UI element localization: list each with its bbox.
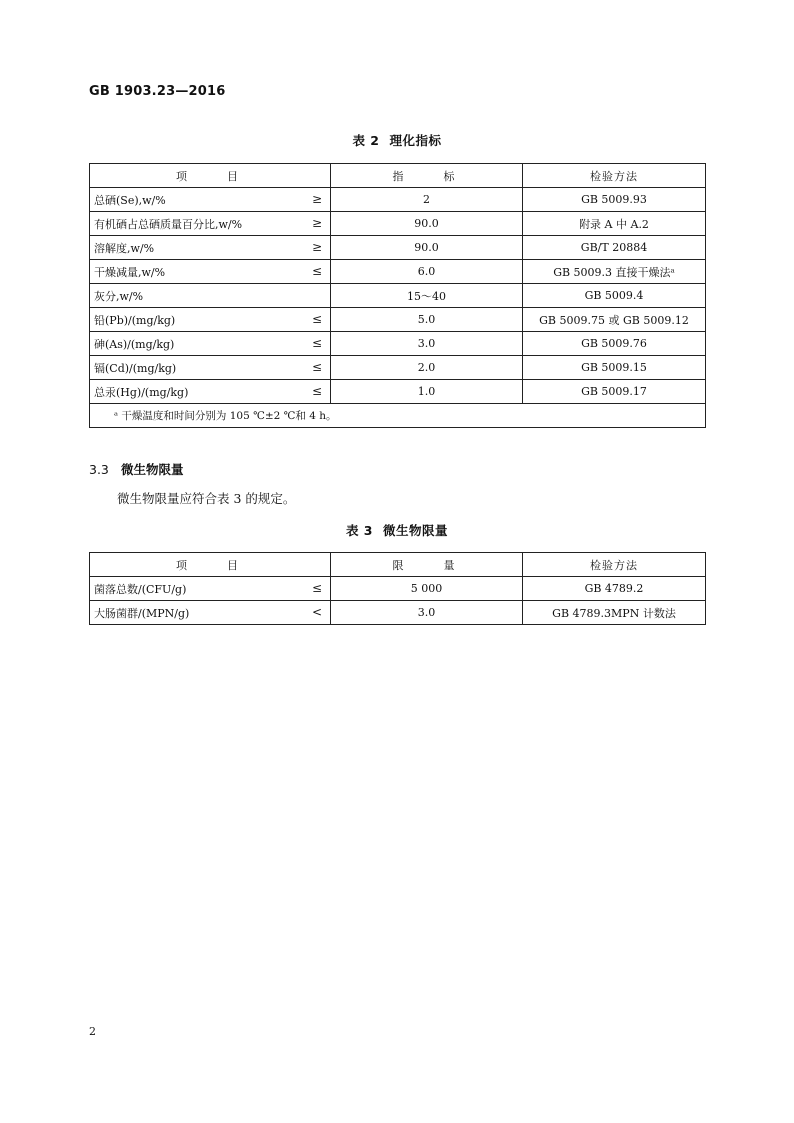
table-row bbox=[90, 356, 706, 380]
column-header-limit: 限 量 bbox=[331, 553, 523, 577]
row-value: 5 000 bbox=[331, 577, 523, 601]
row-value: 3.0 bbox=[331, 332, 523, 356]
row-item bbox=[90, 260, 331, 284]
row-item-label: 总汞(Hg)/(mg/kg) bbox=[94, 385, 189, 399]
row-item-label: 溶解度,w/% bbox=[94, 241, 155, 255]
section-paragraph: 微生物限量应符合表 3 的规定。 bbox=[117, 491, 296, 506]
row-comparison-symbol: ≥ bbox=[311, 239, 322, 254]
row-comparison-symbol: ≤ bbox=[311, 263, 322, 278]
row-item bbox=[90, 236, 331, 260]
row-value: 90.0 bbox=[331, 236, 523, 260]
row-comparison-symbol: ≤ bbox=[311, 311, 322, 326]
standard-code-header: GB 1903.23—2016 bbox=[89, 84, 226, 99]
row-method: GB 5009.15 bbox=[523, 356, 706, 380]
row-method: GB 5009.93 bbox=[523, 188, 706, 212]
row-item bbox=[90, 356, 331, 380]
row-item-label: 灰分,w/% bbox=[94, 289, 144, 303]
row-item-label: 干燥减量,w/% bbox=[94, 265, 166, 279]
table-footnote-row bbox=[90, 404, 706, 428]
row-method: GB 4789.2 bbox=[523, 577, 706, 601]
table-row bbox=[90, 236, 706, 260]
row-value: 2 bbox=[331, 188, 523, 212]
row-method: 附录 A 中 A.2 bbox=[523, 212, 706, 236]
column-header-method: 检验方法 bbox=[523, 553, 706, 577]
table2-physicochemical bbox=[89, 163, 706, 428]
row-value: 3.0 bbox=[331, 601, 523, 625]
table-row bbox=[90, 260, 706, 284]
row-comparison-symbol: ≤ bbox=[311, 383, 322, 398]
table-header-row bbox=[90, 164, 706, 188]
row-item-label: 菌落总数/(CFU/g) bbox=[94, 582, 187, 596]
row-value: 1.0 bbox=[331, 380, 523, 404]
row-item-label: 镉(Cd)/(mg/kg) bbox=[94, 361, 177, 375]
column-header-item: 项 目 bbox=[90, 164, 331, 188]
row-comparison-symbol: < bbox=[311, 604, 322, 619]
table2-label: 表 2 bbox=[352, 133, 380, 148]
table-row bbox=[90, 212, 706, 236]
table2-title: 理化指标 bbox=[389, 133, 442, 148]
table3-microbial bbox=[89, 552, 706, 625]
row-item bbox=[90, 577, 331, 601]
table3-caption bbox=[0, 521, 794, 539]
row-value: 90.0 bbox=[331, 212, 523, 236]
row-item-label: 砷(As)/(mg/kg) bbox=[94, 337, 175, 351]
page-number: 2 bbox=[89, 1025, 96, 1038]
row-comparison-symbol: ≤ bbox=[311, 335, 322, 350]
row-comparison-symbol: ≤ bbox=[311, 359, 322, 374]
table2-caption bbox=[0, 131, 794, 149]
row-item-label: 有机硒占总硒质量百分比,w/% bbox=[94, 217, 243, 231]
table-row bbox=[90, 601, 706, 625]
row-method: GB 5009.3 直接干燥法ᵃ bbox=[523, 260, 706, 284]
table-header-row bbox=[90, 553, 706, 577]
row-comparison-symbol: ≥ bbox=[311, 215, 322, 230]
row-item bbox=[90, 308, 331, 332]
row-value: 6.0 bbox=[331, 260, 523, 284]
row-comparison-symbol: ≥ bbox=[311, 191, 322, 206]
row-item bbox=[90, 284, 331, 308]
row-item-label: 总硒(Se),w/% bbox=[94, 193, 166, 207]
table-row bbox=[90, 188, 706, 212]
table3-label: 表 3 bbox=[345, 523, 374, 538]
table-row bbox=[90, 380, 706, 404]
row-value: 5.0 bbox=[331, 308, 523, 332]
column-header-item: 项 目 bbox=[90, 553, 331, 577]
row-method: GB 5009.75 或 GB 5009.12 bbox=[523, 308, 706, 332]
table-row bbox=[90, 577, 706, 601]
row-value: 2.0 bbox=[331, 356, 523, 380]
table-row bbox=[90, 308, 706, 332]
table-row bbox=[90, 332, 706, 356]
row-method: GB 5009.76 bbox=[523, 332, 706, 356]
table3-title: 微生物限量 bbox=[383, 523, 449, 538]
table-row bbox=[90, 284, 706, 308]
column-header-value: 指 标 bbox=[331, 164, 523, 188]
column-header-method: 检验方法 bbox=[523, 164, 706, 188]
row-item bbox=[90, 332, 331, 356]
row-method: GB 4789.3MPN 计数法 bbox=[523, 601, 706, 625]
row-item-label: 大肠菌群/(MPN/g) bbox=[94, 606, 190, 620]
row-method: GB 5009.4 bbox=[523, 284, 706, 308]
row-method: GB 5009.17 bbox=[523, 380, 706, 404]
table2-footnote: ᵃ 干燥温度和时间分别为 105 ℃±2 ℃和 4 h。 bbox=[90, 404, 706, 428]
section-heading bbox=[89, 460, 184, 478]
row-method: GB/T 20884 bbox=[523, 236, 706, 260]
row-item bbox=[90, 380, 331, 404]
row-item bbox=[90, 601, 331, 625]
row-item-label: 铅(Pb)/(mg/kg) bbox=[94, 313, 176, 327]
row-item bbox=[90, 212, 331, 236]
row-item bbox=[90, 188, 331, 212]
row-comparison-symbol: ≤ bbox=[311, 580, 322, 595]
section-title: 微生物限量 bbox=[121, 462, 184, 477]
row-value: 15～40 bbox=[331, 284, 523, 308]
section-number: 3.3 bbox=[89, 462, 109, 477]
